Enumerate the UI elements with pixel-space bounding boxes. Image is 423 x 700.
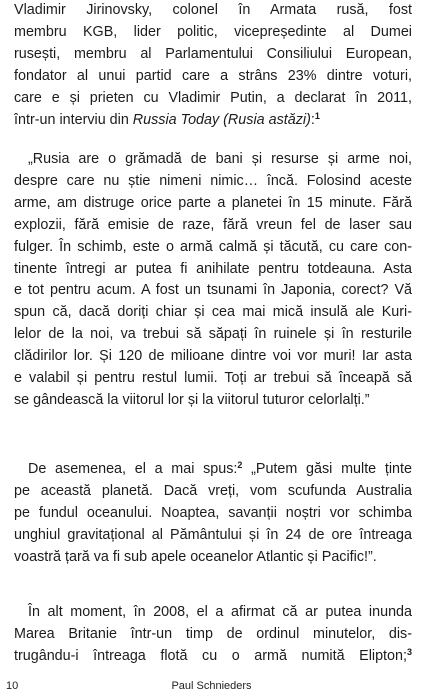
text-line [14, 459, 412, 481]
text-segment: e tot pentru acum. A fost un tsunami în Japonia, corect? Vă [14, 282, 412, 299]
text-line [14, 171, 412, 193]
text-line [14, 237, 412, 259]
text-line [14, 390, 412, 412]
paragraph-3 [14, 459, 412, 569]
text-segment: pe fundul oceanului. Noaptea, savanții noștri vor schimba [14, 504, 412, 521]
text-line [14, 481, 412, 503]
text-segment: : [310, 111, 315, 128]
text-segment: care e și prieten cu Vladimir Putin, a declarat în 2011, [14, 89, 412, 106]
text-segment: În alt moment, în 2008, el a afirmat că ar putea inunda [28, 604, 412, 620]
text-line [14, 646, 412, 668]
text-line [14, 88, 412, 110]
text-segment: „Putem găsi multe ținte [242, 461, 412, 477]
text-line [14, 259, 412, 281]
paragraph-2 [14, 149, 412, 412]
text-segment: membru KGB, lider politic, vicepreședinte al Dumei [14, 23, 412, 40]
paragraph-1 [14, 0, 412, 131]
page-number: 10 [6, 680, 19, 692]
text-segment: rusești, membru al Parlamentului Consiliului European, [14, 45, 412, 62]
text-line [14, 346, 412, 368]
page-footer [0, 680, 423, 696]
paragraph-4 [14, 602, 412, 668]
text-segment: într-un interviu din [14, 111, 133, 128]
text-line [14, 302, 412, 324]
text-line [14, 280, 412, 302]
text-segment: se gândească la viitorul lor și la viitorul tuturor celorlalți.” [14, 391, 370, 408]
text-line [14, 0, 412, 22]
text-line [14, 66, 412, 88]
text-line [14, 547, 412, 569]
text-line [14, 503, 412, 525]
text-line [14, 602, 412, 624]
text-segment: spun că, dacă doriți chiar și cea mai mică insulă ale Kuri- [14, 304, 412, 321]
running-footer-author: Paul Schnieders [171, 680, 252, 692]
text-segment: tinente întregi ar putea fi anihilate pentru totdeauna. Asta [14, 260, 412, 277]
text-segment: explozii, fără emisie de raze, fără vreun fel de laser sau [14, 216, 412, 233]
text-segment: e valabil și pentru restul lumii. Toți ar trebui să înceapă să [14, 370, 412, 387]
text-segment: Marea Britanie într-un timp de ordinul minutelor, dis- [14, 625, 412, 642]
text-segment: fondator al unui partid care a strâns 23% dintre voturi, [14, 67, 412, 84]
text-line [14, 215, 412, 237]
text-segment: fulger. În schimb, este o armă calmă și tăcută, cu care con- [14, 238, 412, 255]
text-line [14, 193, 412, 215]
text-segment: arme, am distruge orice parte a planetei în 15 minute. Fără [14, 194, 412, 211]
text-line [14, 324, 412, 346]
text-segment: De asemenea, el a mai spus: [28, 461, 238, 477]
footnote-marker: 3 [406, 646, 412, 657]
text-segment: clădirilor lor. Și 120 de milioane dintre voi vor muri! Iar asta [14, 348, 412, 365]
text-segment: „Rusia are o grămadă de bani și resurse și arme noi, [28, 151, 412, 167]
text-line [14, 110, 412, 132]
footnote-marker: 1 [314, 110, 320, 121]
text-line [14, 149, 412, 171]
text-line [14, 22, 412, 44]
text-line [14, 624, 412, 646]
text-segment: pe această planetă. Dacă vreți, vom scufunda Australia [14, 482, 412, 499]
text-line [14, 525, 412, 547]
text-segment: unghiul gravitațional al Pământului și în 24 de ore întreaga [14, 526, 412, 543]
italic-title: Russia Today (Rusia astăzi) [132, 111, 311, 128]
text-segment: despre care nu știe nimeni nimic… încă. Folosind aceste [14, 172, 412, 189]
footnote-marker: 2 [237, 460, 243, 470]
text-segment: voastră țară va fi sub apele oceanelor Atlantic și Pacific!”. [14, 548, 377, 565]
text-segment: Vladimir Jirinovsky, colonel în Armata rusă, fost [14, 2, 412, 18]
text-segment: trugându-i întreaga flotă cu o armă numită Elipton; [14, 647, 407, 664]
text-line [14, 368, 412, 390]
text-segment: lelor de la noi, va trebui să săpați în ruinele și în resturile [14, 326, 412, 343]
text-line [14, 44, 412, 66]
